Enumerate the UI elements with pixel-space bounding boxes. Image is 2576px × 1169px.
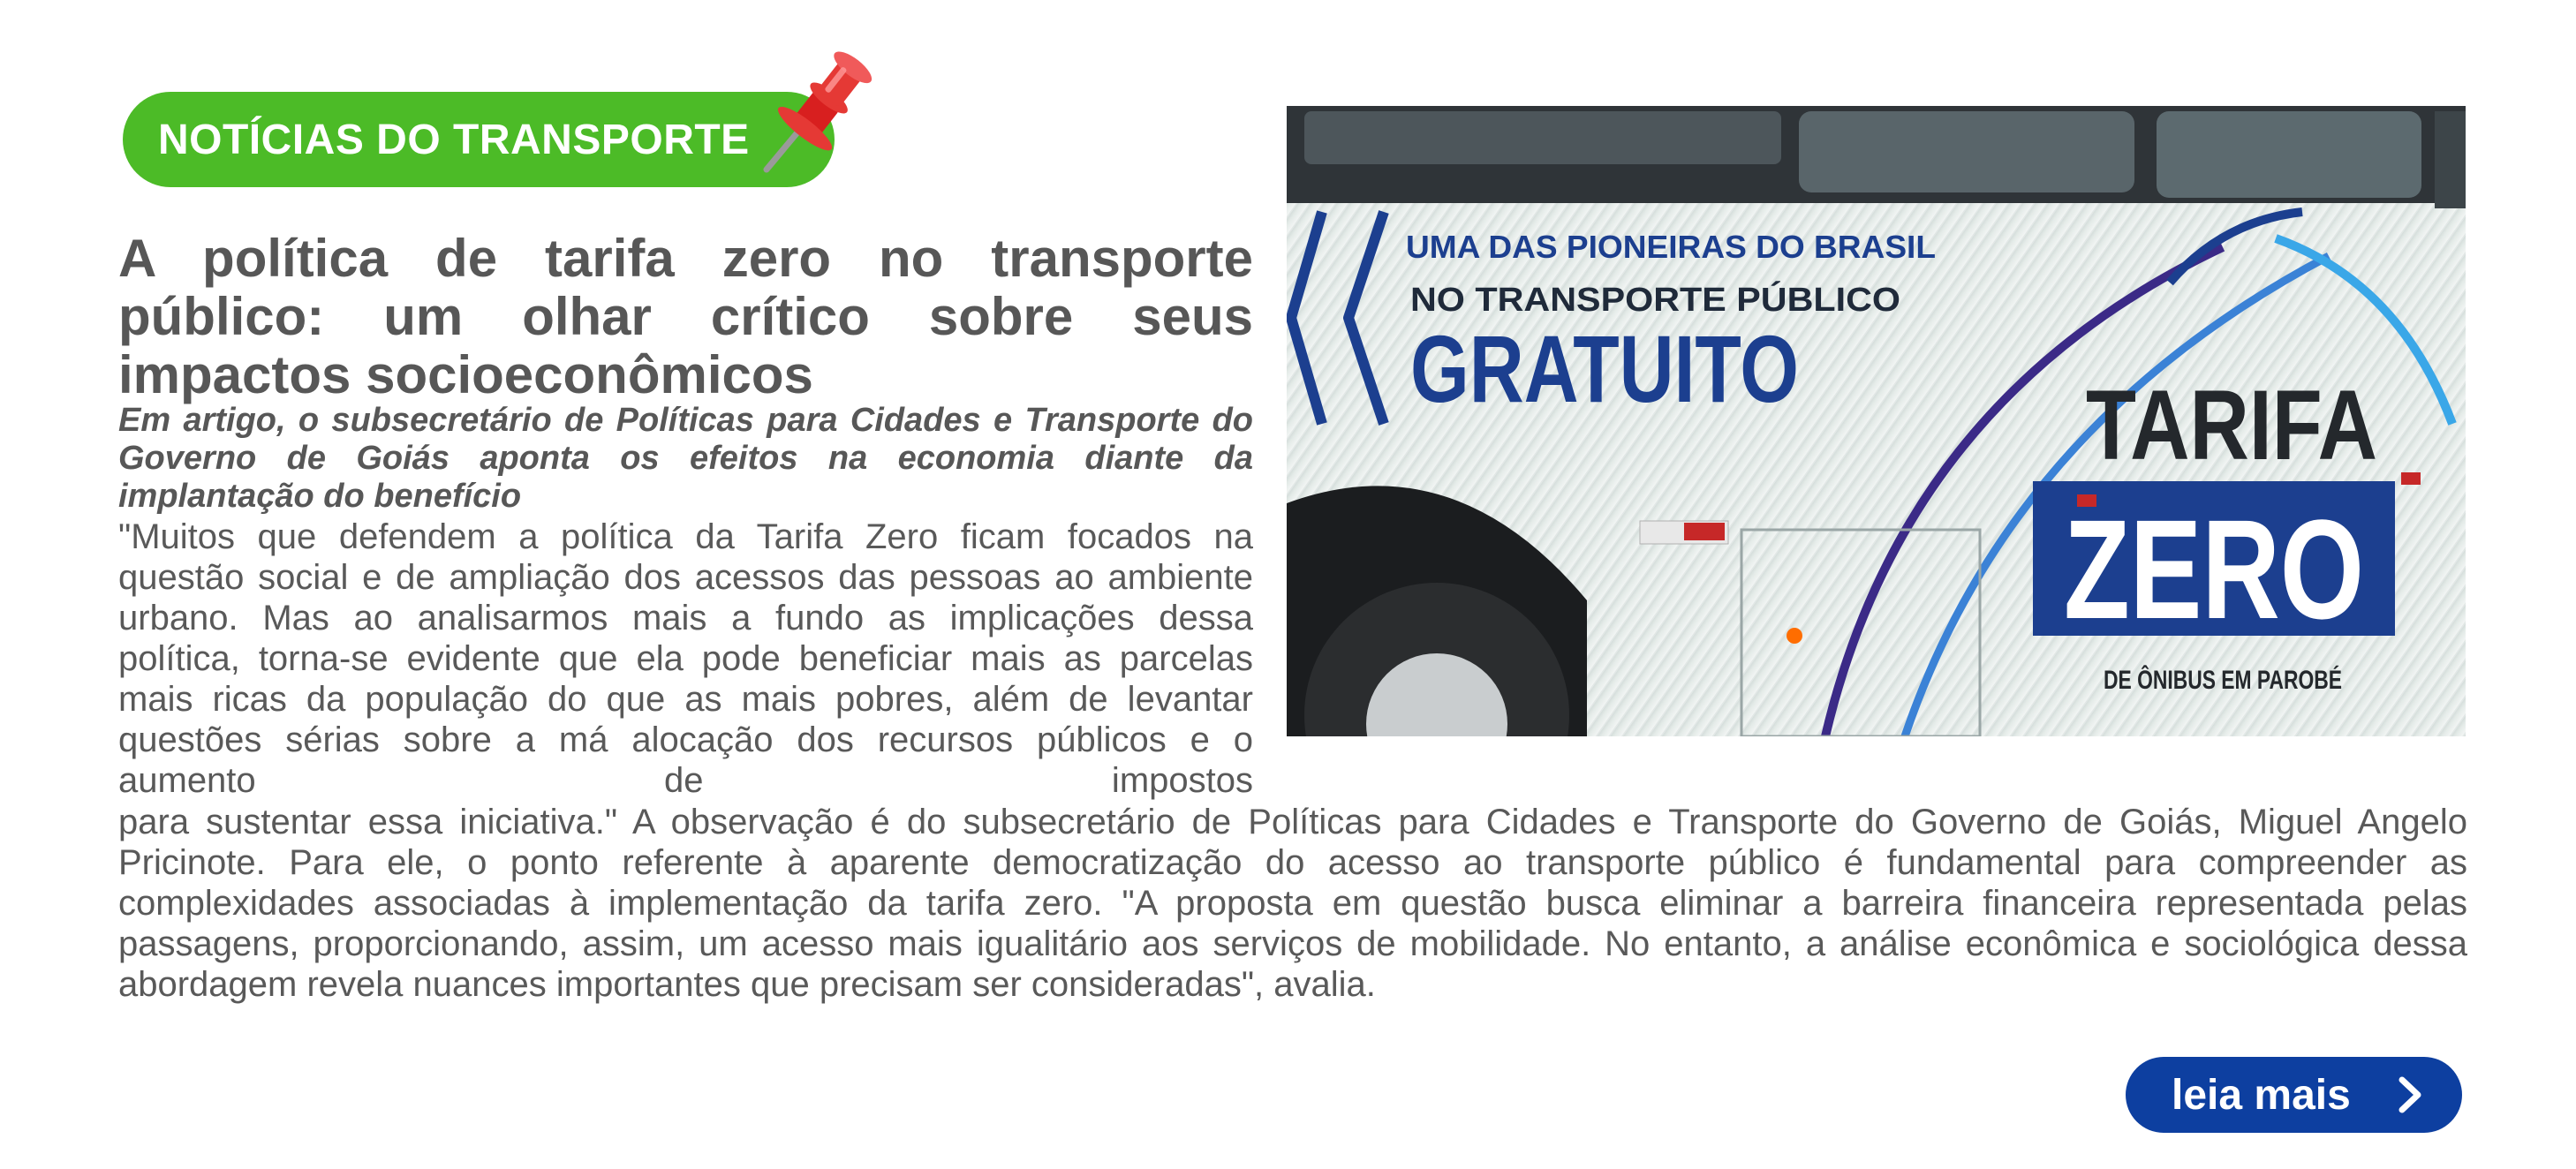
photo-slogan-line1: UMA DAS PIONEIRAS DO BRASIL — [1406, 229, 1936, 265]
article-body-part1: "Muitos que defendem a política da Tarifa Zero ficam focados na questão social e de ampliação dos acessos das pessoas ao ambiente urbano. Mas ao analisarmos mais a fundo as implicações dessa política, torna-se evidente que ela pode beneficiar mais as parcelas mais ricas da população do que as mais pobres, além de levantar questões sérias sobre a má alocação dos recursos públicos e o aumento de impostos — [118, 517, 1253, 800]
read-more-label: leia mais — [2172, 1071, 2351, 1119]
article-body-part2: para sustentar essa iniciativa." A observação é do subsecretário de Políticas para Cidades e Transporte do Governo de Goiás, Miguel Angelo Pricinote. Para ele, o ponto referente à aparente democratização do acesso ao transporte público é fundamental para compreender as complexidades associadas à implementação da tarifa zero. "A proposta em questão busca eliminar a barreira financeira representada pelas passagens, proporcionando, assim, um acesso mais igualitário aos serviços de mobilidade. No entanto, a análise econômica e sociológica dessa abordagem revela nuances importantes que precisam ser consideradas", avalia. — [118, 803, 2467, 1004]
section-badge — [123, 92, 835, 187]
pushpin-icon — [751, 46, 883, 178]
article-photo — [1287, 106, 2466, 736]
photo-brand-main: ZERO — [2064, 490, 2364, 648]
article-title: A política de tarifa zero no transporte público: um olhar crítico sobre seus impactos socioeconômicos — [118, 229, 1253, 404]
photo-brand-sub: DE ÔNIBUS EM PAROBÉ — [2104, 666, 2417, 695]
chevron-right-icon — [2397, 1076, 2423, 1113]
photo-slogan-line3: GRATUITO — [1410, 315, 1799, 422]
article-subtitle: Em artigo, o subsecretário de Políticas para Cidades e Transporte do Governo de Goiás aponta os efeitos na economia diante da implantação do benefício — [118, 402, 1253, 515]
photo-brand-top: TARIFA — [2086, 370, 2377, 480]
read-more-button[interactable] — [2126, 1057, 2462, 1133]
section-badge-label: NOTÍCIAS DO TRANSPORTE — [158, 116, 750, 163]
photo-slogan-line2: NO TRANSPORTE PÚBLICO — [1410, 282, 1862, 319]
